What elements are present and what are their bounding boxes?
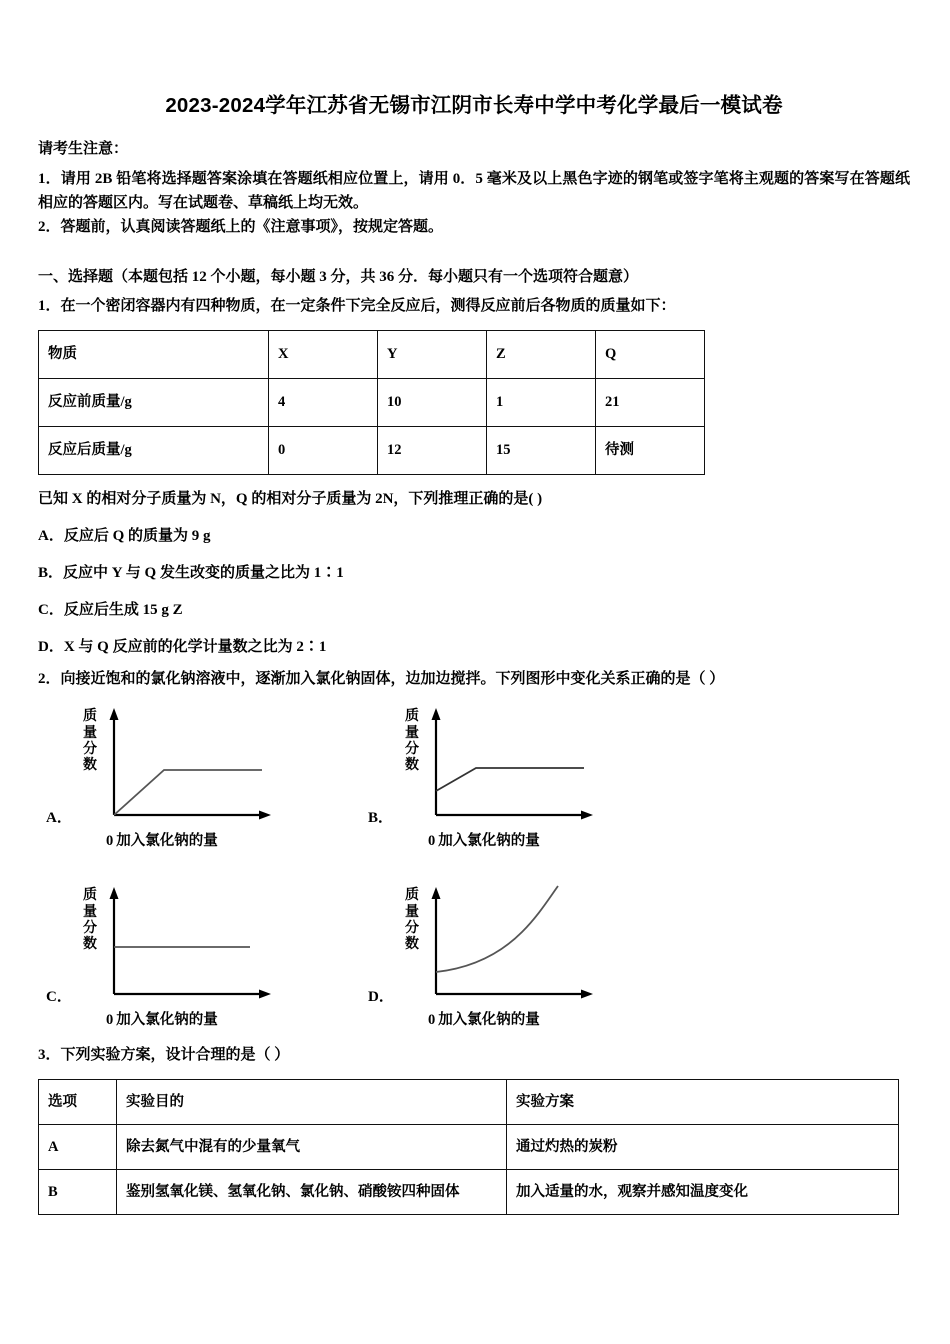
y-char: 质: [83, 709, 97, 725]
cell-purpose-a: 除去氮气中混有的少量氧气: [117, 1125, 507, 1170]
chart-option-c: [38, 884, 368, 1029]
table-row-header: [39, 331, 705, 379]
cell-purpose-b: 鉴别氢氧化镁、氢氧化钠、氯化钠、硝酸铵四种固体: [117, 1170, 507, 1215]
notice-heading: 请考生注意：: [38, 141, 129, 157]
x-label-text: 加入氯化钠的量: [116, 833, 218, 850]
cell-before-z: 1: [487, 379, 596, 427]
y-char: 数: [405, 758, 419, 774]
chart-a-label: A．: [46, 810, 72, 827]
zero-origin-label: 0: [428, 1012, 436, 1029]
chart-b-y-axis-label: [402, 709, 422, 774]
chart-c-label: C．: [46, 989, 72, 1006]
question-2-stem: 2．向接近饱和的氯化钠溶液中，逐渐加入氯化钠固体，边加边搅拌。下列图形中变化关系正确的是（ ）: [38, 671, 725, 688]
question-1-note: 已知 X 的相对分子质量为 N，Q 的相对分子质量为 2N，下列推理正确的是( ): [38, 491, 543, 508]
cell-before-q: 21: [596, 379, 705, 427]
y-char: 分: [83, 741, 97, 757]
chart-a-y-axis-label: [80, 709, 100, 774]
chart-b-x-axis-label: [428, 829, 604, 850]
y-char: 量: [405, 904, 419, 920]
y-char: 量: [83, 904, 97, 920]
chart-c-x-axis-label: [106, 1008, 282, 1029]
table-header-z: Z: [487, 331, 596, 379]
table-header-option: 选项: [39, 1080, 117, 1125]
table-header-substance: 物质: [39, 331, 269, 379]
table-header-purpose: 实验目的: [117, 1080, 507, 1125]
chart-option-a: [38, 705, 368, 850]
table-header-y: Y: [378, 331, 487, 379]
x-label-text: 加入氯化钠的量: [116, 1012, 218, 1029]
x-label-text: 加入氯化钠的量: [438, 833, 540, 850]
zero-origin-label: 0: [106, 833, 114, 850]
y-char: 分: [405, 920, 419, 936]
chart-d-y-axis-label: [402, 888, 422, 953]
notice-line-2: 2．答题前，认真阅读答题纸上的《注意事项》，按规定答题。: [38, 219, 444, 236]
chart-d-label: D．: [368, 989, 394, 1006]
y-char: 质: [405, 709, 419, 725]
experiment-plan-table: [38, 1079, 899, 1215]
y-char: 量: [405, 725, 419, 741]
chart-option-d: [368, 884, 698, 1029]
y-char: 数: [83, 937, 97, 953]
y-char: 数: [83, 758, 97, 774]
cell-plan-a: 通过灼热的炭粉: [507, 1125, 899, 1170]
cell-after-q: 待测: [596, 427, 705, 475]
question-1-option-d: D．X 与 Q 反应前的化学计量数之比为 2∶1: [38, 639, 327, 656]
chart-a-plot: [102, 705, 282, 828]
cell-plan-b: 加入适量的水，观察并感知温度变化: [507, 1170, 899, 1215]
cell-option-b: B: [39, 1170, 117, 1215]
table-header-x: X: [269, 331, 378, 379]
y-char: 分: [83, 920, 97, 936]
chart-c-y-axis-label: [80, 888, 100, 953]
y-char: 质: [83, 888, 97, 904]
table-row: [39, 379, 705, 427]
chart-b-label: B．: [368, 810, 394, 827]
cell-before-x: 4: [269, 379, 378, 427]
cell-after-x: 0: [269, 427, 378, 475]
table-row: [39, 1125, 899, 1170]
y-char: 数: [405, 937, 419, 953]
chart-a-x-axis-label: [106, 829, 282, 850]
substance-mass-table: [38, 330, 705, 475]
chart-d-plot: [424, 884, 604, 1007]
question-1-stem: 1．在一个密闭容器内有四种物质，在一定条件下完全反应后，测得反应前后各物质的质量如下：: [38, 298, 676, 315]
question-3-stem: 3．下列实验方案，设计合理的是（ ）: [38, 1047, 290, 1064]
cell-before-y: 10: [378, 379, 487, 427]
x-label-text: 加入氯化钠的量: [438, 1012, 540, 1029]
y-char: 分: [405, 741, 419, 757]
chart-c-plot: [102, 884, 282, 1007]
table-header-q: Q: [596, 331, 705, 379]
chart-d-x-axis-label: [428, 1008, 604, 1029]
question-2-figure-set: [38, 705, 910, 1029]
chart-option-b: [368, 705, 698, 850]
question-1-option-a: A．反应后 Q 的质量为 9 g: [38, 528, 211, 545]
page-title: 2023-2024学年江苏省无锡市江阴市长寿中学中考化学最后一模试卷: [165, 94, 783, 117]
zero-origin-label: 0: [106, 1012, 114, 1029]
table-header-plan: 实验方案: [507, 1080, 899, 1125]
chart-b-plot: [424, 705, 604, 828]
table-row: [39, 427, 705, 475]
question-1-option-c: C．反应后生成 15 g Z: [38, 602, 183, 619]
notice-line-1: 1．请用 2B 铅笔将选择题答案涂填在答题纸相应位置上，请用 0．5 毫米及以上黑色字迹的钢笔或签字笔将主观题的答案写在答题纸相应的答题区内。写在试题卷、草稿纸上均无效。: [38, 170, 910, 211]
y-char: 质: [405, 888, 419, 904]
row-label-after: 反应后质量/g: [39, 427, 269, 475]
question-1-option-b: B．反应中 Y 与 Q 发生改变的质量之比为 1∶1: [38, 565, 344, 582]
zero-origin-label: 0: [428, 833, 436, 850]
section-heading: 一、选择题（本题包括 12 个小题，每小题 3 分，共 36 分．每小题只有一个选项符合题意）: [38, 269, 639, 286]
table-row-header: [39, 1080, 899, 1125]
cell-after-y: 12: [378, 427, 487, 475]
y-char: 量: [83, 725, 97, 741]
table-row: [39, 1170, 899, 1215]
cell-after-z: 15: [487, 427, 596, 475]
row-label-before: 反应前质量/g: [39, 379, 269, 427]
cell-option-a: A: [39, 1125, 117, 1170]
